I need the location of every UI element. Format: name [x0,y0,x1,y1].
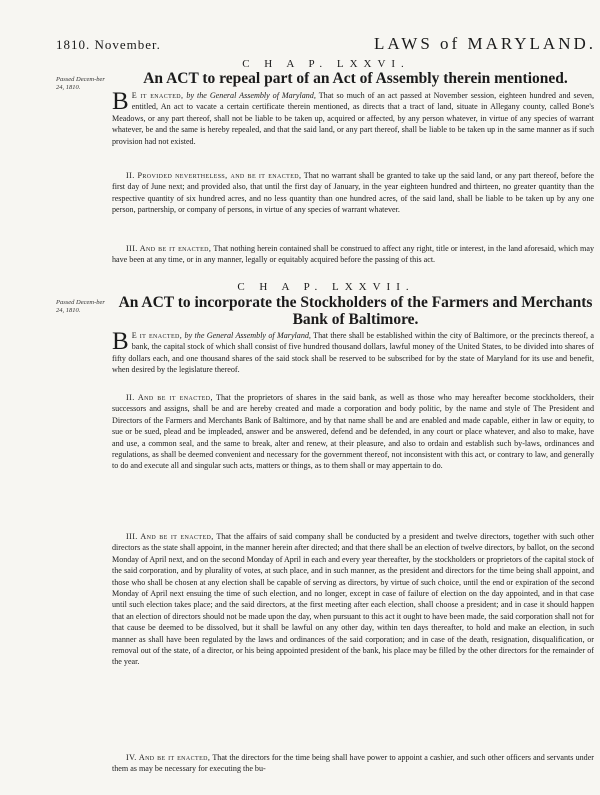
section-text: That the directors for the time being shall have power to appoint a cashier, and such other officers and servants under them as may be necessary for executing the bu- [112,753,595,774]
chapter-76-section-1 [112,90,594,147]
chapter-76-title: An ACT to repeal part of an Act of Assembly therein mentioned. [143,70,568,87]
section-lead: II. And be it enacted, [126,393,213,402]
page-header [56,34,596,56]
chapter-77-margin-note: Passed Decem-ber 24, 1810. [56,299,105,314]
chapter-77-section-1 [112,330,594,376]
section-lead: E it enacted, [131,91,184,100]
chapter-76-heading: C H A P. LXXVI. [242,58,410,70]
header-date: 1810. November. [56,37,161,52]
section-lead-italic: by the General Assembly of Maryland, [183,91,316,100]
chapter-77-title: An ACT to incorporate the Stockholders of the Farmers and Merchants Bank of Baltimore. [118,294,593,328]
chapter-77-section-4 [112,752,594,775]
section-lead: III. And be it enacted, [126,532,214,541]
section-text: That nothing herein contained shall be construed to affect any right, title or interest, in the land aforesaid, which may have been at any time, or in any manner, legally or equitably acquired before the passing of this act. [112,244,594,265]
chapter-76-margin-note: Passed Decem-ber 24, 1810. [56,76,105,91]
chapter-76-section-3 [112,243,594,266]
section-text: That the affairs of said company shall be conducted by a president and twelve directors, together with such other directors as the state shall appoint, in the manner herein after directed; and that there shall be an election of twelve directors, by ballot, on the second Monday of April next, and on the second Monday of April in each and every year thereafter, by the stockholders or proprietors of the capital stock of the said corporation, and by plurality of votes, at such place, and in such manner, as the president and directors for the time being shall appoint, and those who shall be chosen at any election shall be capable of serving as directors, by virtue of such choice, until the end or expiration of the second Monday of April next ensuing the time of such election, and no longer, except in case of failure of election on the day appointed, and in that case until such election takes place; and the said directors, at the first meeting after each election, shall choose a president; and in case it should happen that an election of directors should not be made upon the day, when pursuant to this act it ought to have been made, the said corporation shall not for that cause be deemed to be dissolved, but it shall be lawful on any other day, within ten days thereafter, to hold and make an election, in such manner as shall have been regulated by the laws and ordinances of the said corporation; and in case of the death, resignation, disqualification, or removal out of the state, of a director, or his being appointed president of the bank, his place may be filled by the other directors for the remainder of the year. [112,532,595,667]
dropcap: B [112,328,129,355]
chapter-77-heading: C H A P. LXXVII. [237,281,415,293]
chapter-76-section-2 [112,170,594,216]
section-lead-italic: by the General Assembly of Maryland, [182,331,311,340]
section-lead: III. And be it enacted, [126,244,212,253]
section-text: That the proprietors of shares in the said bank, as well as those who may hereafter become stockholders, their successors and assigns, shall be and are hereby created and made a corporation and body politic, by the name and style of The President and Directors of the Farmers and Merchants Bank of Baltimore, and by that name shall be and are enabled and made capable, either in law or equity, to sue or be sued, plead and be impleaded, answer and be answered, defend and be defended, in any court or place whatever, and also to make, have and use, a common seal, and the same to break, alter and renew, at their pleasure, and also to ordain and establish such by-laws, ordinances and regulations, as shall be deemed convenient and necessary for the government thereof, not inconsistent with this act, or contrary to law, and generally to do and execute all and singular such acts, matters or things, as to them shall or may appertain to do. [112,393,594,471]
section-text: That so much of an act passed at November session, eighteen hundred and seven, entitled, An act to vacate a certain certificate therein mentioned, as directs that a tract of land, situate in Allegany county, called Bone's Meadows, or any part thereof, shall not be liable to be taken up, acquired or affected, by any person whatever, in virtue of any species of warrant whatever, be and the same is hereby repealed, and that the said land, or any part thereof, shall be liable to be taken up in the same manner as if such provision had not existed. [112,91,595,146]
section-lead: E it enacted, [131,331,183,340]
dropcap: B [112,88,129,115]
section-text: That no warrant shall be granted to take up the said land, or any part thereof, before the first day of June next; and provided also, that until the first day of January, in the year eighteen hundred and thirteen, no greater quantity than the respective quantity of six hundred acres, and no less quantity than one hundred acres, of the said land, shall be liable to be taken up by any one person, partnership, or company of persons, in virtue of any species of warrant whatever. [112,171,594,215]
header-title: LAWS of MARYLAND. [374,34,596,53]
section-lead: IV. And be it enacted, [126,753,211,762]
section-text: That there shall be established within the city of Baltimore, or the precincts thereof, a bank, the capital stock of which shall consist of five hundred thousand dollars, lawful money of the United States, to be divided into shares of fifty dollars each, and one thousand shares of the said stock shall be reserved to be subscribed for by the state of Maryland for its use and benefit, when desired by the legislature thereof. [112,331,595,375]
chapter-77-section-2 [112,392,594,472]
section-lead: II. Provided nevertheless, and be it enacted, [126,171,302,180]
chapter-77-section-3 [112,531,594,668]
